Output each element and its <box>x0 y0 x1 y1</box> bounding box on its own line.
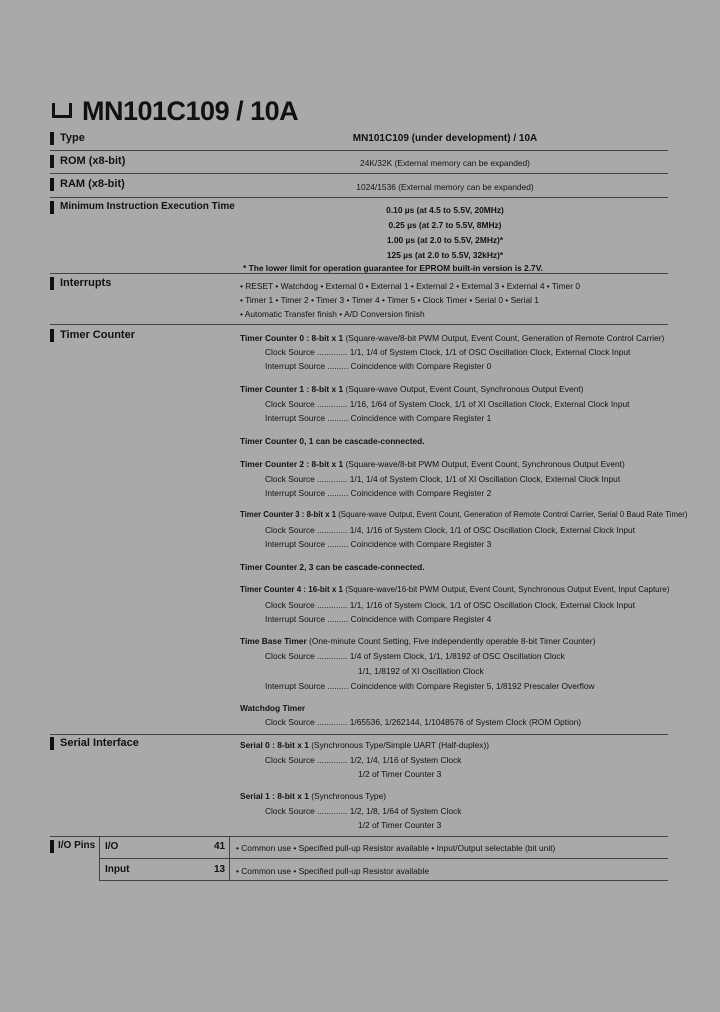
tc2-desc: (Square-wave/8-bit PWM Output, Event Count, Synchronous Output Event) <box>343 459 625 469</box>
cascade-note: Timer Counter 0, 1 can be cascade-connected. <box>240 436 425 446</box>
interrupts-label: Interrupts <box>60 277 112 289</box>
tc2-irq: Interrupt Source ......... Coincidence with Compare Register 2 <box>265 488 492 498</box>
type-value: MN101C109 (under development) / 10A <box>352 133 538 144</box>
tc3-irq: Interrupt Source ......... Coincidence with Compare Register 3 <box>265 539 492 549</box>
tc1-desc: (Square-wave Output, Event Count, Synchronous Output Event) <box>343 384 584 394</box>
row-marker <box>50 840 54 853</box>
s0-line <box>240 740 489 750</box>
min-exec-note: * The lower limit for operation guarantee for EPROM built-in version is 2.7V. <box>243 263 543 273</box>
wdt-clock: Clock Source ............. 1/65536, 1/262144, 1/1048576 of System Clock (ROM Option) <box>265 717 582 727</box>
s1-clock: Clock Source ............. 1/2, 1/8, 1/64 of System Clock <box>265 806 462 816</box>
tbt-desc: (One-minute Count Setting, Five independently operable 8-bit Timer Counter) <box>306 636 596 646</box>
min-exec-line: 125 µs (at 2.0 to 5.5V, 32kHz)* <box>386 250 504 260</box>
page-title <box>52 96 298 127</box>
divider <box>99 858 668 859</box>
tc0-head: Timer Counter 0 : 8-bit x 1 <box>240 333 344 343</box>
divider <box>50 173 668 174</box>
tc2-head: Timer Counter 2 : 8-bit x 1 <box>240 459 344 469</box>
io-pins-label: I/O Pins <box>58 840 96 851</box>
s0-clock: Clock Source ............. 1/2, 1/4, 1/16 of System Clock <box>265 755 462 765</box>
wdt-head: Watchdog Timer <box>240 703 306 713</box>
checkbox-icon <box>52 103 72 118</box>
io-desc: • Common use • Specified pull-up Resistor available • Input/Output selectable (bit unit) <box>236 843 556 853</box>
ram-value: 1024/1536 (External memory can be expanded) <box>356 182 534 192</box>
s0-clock2: 1/2 of Timer Counter 3 <box>358 769 442 779</box>
tc0-clock: Clock Source ............. 1/1, 1/4 of System Clock, 1/1 of OSC Oscillation Clock, External Clock Input <box>265 347 631 357</box>
rom-label: ROM (x8-bit) <box>60 155 126 167</box>
tbt-head: Time Base Timer <box>240 636 307 646</box>
tc4-irq: Interrupt Source ......... Coincidence with Compare Register 4 <box>265 614 492 624</box>
divider <box>99 880 668 881</box>
io-label: I/O <box>105 841 119 852</box>
input-desc: • Common use • Specified pull-up Resistor available <box>236 866 429 876</box>
interrupts-line: • Timer 1 • Timer 2 • Timer 3 • Timer 4 • Timer 5 • Clock Timer • Serial 0 • Serial 1 <box>240 295 539 305</box>
interrupts-line: • RESET • Watchdog • External 0 • External 1 • External 2 • External 3 • External 4 • Timer 0 <box>240 281 580 291</box>
timer-label: Timer Counter <box>60 329 135 341</box>
row-marker <box>50 201 54 214</box>
divider <box>50 273 668 274</box>
cascade-note: Timer Counter 2, 3 can be cascade-connected. <box>240 562 425 572</box>
tc4-desc: (Square-wave/16-bit PWM Output, Event Count, Synchronous Output Event, Input Capture) <box>343 585 670 594</box>
tc1-head: Timer Counter 1 : 8-bit x 1 <box>240 384 344 394</box>
divider <box>50 197 668 198</box>
row-marker <box>50 277 54 290</box>
input-count: 13 <box>214 864 226 875</box>
s1-clock2: 1/2 of Timer Counter 3 <box>358 820 442 830</box>
row-marker <box>50 329 54 342</box>
s1-desc: (Synchronous Type) <box>308 791 387 801</box>
row-marker <box>50 132 54 145</box>
interrupts-line: • Automatic Transfer finish • A/D Conversion finish <box>240 309 425 319</box>
s1-line <box>240 791 386 801</box>
tc4-line <box>240 585 669 594</box>
tc3-head: Timer Counter 3 : 8-bit x 1 <box>240 510 337 519</box>
s1-head: Serial 1 : 8-bit x 1 <box>240 791 309 801</box>
tc0-irq: Interrupt Source ......... Coincidence with Compare Register 0 <box>265 361 492 371</box>
title-text: MN101C109 / 10A <box>82 96 299 126</box>
tc2-line <box>240 459 625 469</box>
tc1-irq: Interrupt Source ......... Coincidence with Compare Register 1 <box>265 413 492 423</box>
tc1-clock: Clock Source ............. 1/16, 1/64 of System Clock, 1/1 of XI Oscillation Clock, External Clock Input <box>265 399 630 409</box>
tbt-clock: Clock Source ............. 1/4 of System Clock, 1/1, 1/8192 of OSC Oscillation Clock <box>265 651 565 661</box>
tc0-line <box>240 333 664 343</box>
row-marker <box>50 178 54 191</box>
divider <box>50 734 668 735</box>
tc4-clock: Clock Source ............. 1/1, 1/16 of System Clock, 1/1 of OSC Oscillation Clock, External Clock Input <box>265 600 636 610</box>
io-count: 41 <box>214 841 226 852</box>
min-exec-line: 1.00 µs (at 2.0 to 5.5V, 2MHz)* <box>386 235 504 245</box>
tc3-clock: Clock Source ............. 1/4, 1/16 of System Clock, 1/1 of OSC Oscillation Clock, External Clock Input <box>265 525 636 535</box>
min-exec-line: 0.10 µs (at 4.5 to 5.5V, 20MHz) <box>386 205 504 215</box>
min-exec-line: 0.25 µs (at 2.7 to 5.5V, 8MHz) <box>388 220 502 230</box>
tc4-head: Timer Counter 4 : 16-bit x 1 <box>240 585 343 594</box>
tc3-line <box>240 510 688 519</box>
tbt-line <box>240 636 595 646</box>
tbt-clock2: 1/1, 1/8192 of XI Oscillation Clock <box>358 666 484 676</box>
row-marker <box>50 155 54 168</box>
s0-desc: (Synchronous Type/Simple UART (Half-duplex)) <box>308 740 490 750</box>
tc1-line <box>240 384 583 394</box>
s0-head: Serial 0 : 8-bit x 1 <box>240 740 309 750</box>
type-label: Type <box>60 132 85 144</box>
divider <box>50 150 668 151</box>
tc2-clock: Clock Source ............. 1/1, 1/4 of System Clock, 1/1 of XI Oscillation Clock, External Clock Input <box>265 474 621 484</box>
row-marker <box>50 737 54 750</box>
divider <box>50 324 668 325</box>
ram-label: RAM (x8-bit) <box>60 178 125 190</box>
min-exec-label: Minimum Instruction Execution Time <box>60 201 235 212</box>
tbt-irq: Interrupt Source ......... Coincidence with Compare Register 5, 1/8192 Prescaler Overflow <box>265 681 595 691</box>
tc3-desc: (Square-wave Output, Event Count, Generation of Remote Control Carrier, Serial 0 Baud Rate Timer) <box>336 510 688 519</box>
serial-label: Serial Interface <box>60 737 139 749</box>
input-label: Input <box>105 864 130 875</box>
rom-value: 24K/32K (External memory can be expanded) <box>360 158 530 168</box>
divider <box>50 836 668 837</box>
tc0-desc: (Square-wave/8-bit PWM Output, Event Count, Generation of Remote Control Carrier) <box>343 333 665 343</box>
